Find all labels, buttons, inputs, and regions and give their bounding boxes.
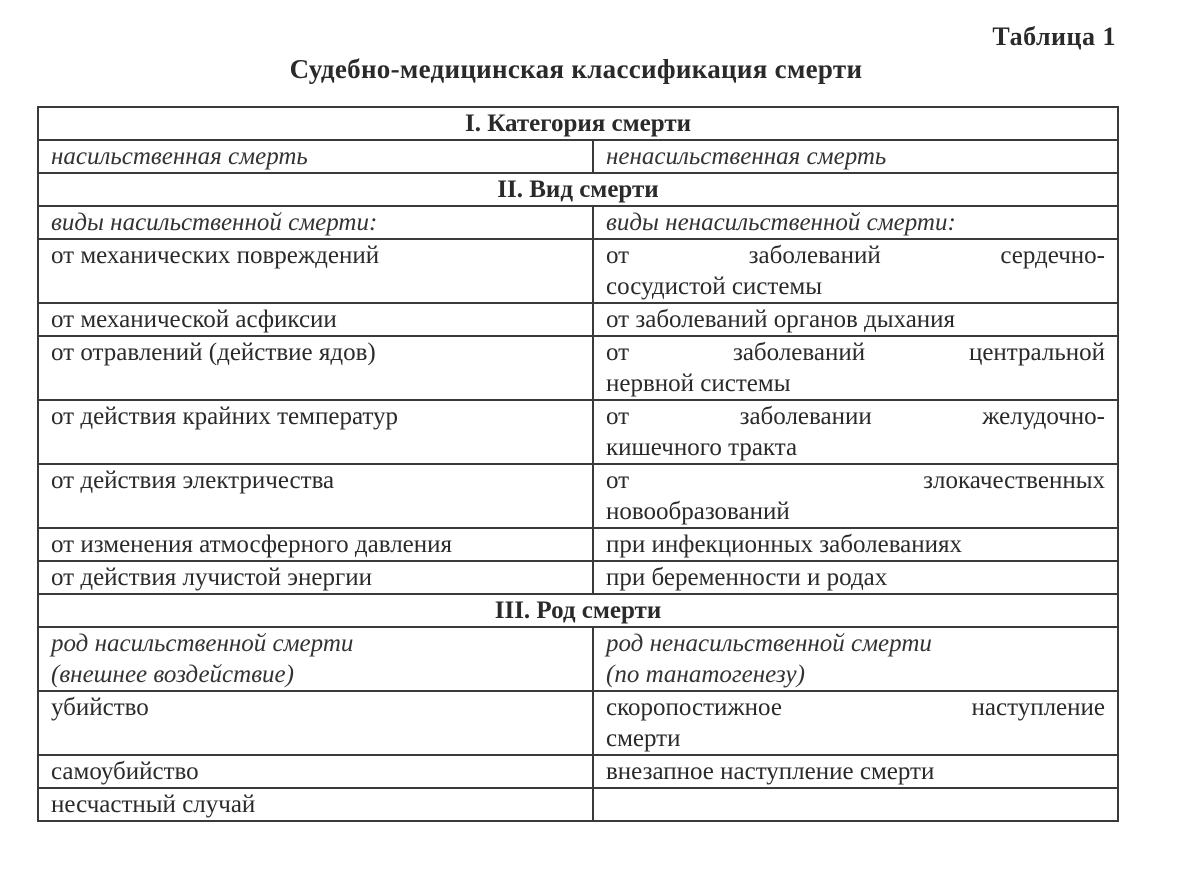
cell-line: нервной системы	[606, 370, 791, 397]
category-violent: насильственная смерть	[38, 140, 593, 173]
category-nonviolent: ненасильственная смерть	[593, 140, 1118, 173]
section-heading-row	[38, 107, 1118, 140]
cell-line: от заболеваний органов дыхания	[606, 306, 956, 333]
table-row	[38, 691, 1118, 755]
type-violent-cell: от отравлений (действие ядов)	[38, 336, 593, 400]
type-violent-cell: от механической асфиксии	[38, 303, 593, 336]
type-violent-cell: от действия крайних температур	[38, 400, 593, 464]
kind-violent-header	[38, 627, 593, 691]
table-row	[38, 140, 1118, 173]
section-heading-row	[38, 173, 1118, 206]
table-row	[38, 239, 1118, 303]
kind-nonviolent-header	[593, 627, 1118, 691]
cell-line: внезапное наступление смерти	[606, 758, 935, 785]
type-nonviolent-cell	[593, 561, 1118, 594]
table-row	[38, 755, 1118, 788]
type-nonviolent-header: виды ненасильственной смерти:	[593, 206, 1118, 239]
kind-violent-cell: убийство	[38, 691, 593, 755]
table-row	[38, 303, 1118, 336]
kind-nonviolent-cell	[593, 755, 1118, 788]
kind-violent-cell: несчастный случай	[38, 788, 593, 821]
table-row	[38, 464, 1118, 528]
section-heading-type: II. Вид смерти	[38, 173, 1118, 206]
kind-nonviolent-cell	[593, 788, 1118, 821]
cell-line: смерти	[606, 725, 681, 752]
cell-line: (по танатогенезу)	[606, 661, 805, 688]
type-nonviolent-cell	[593, 336, 1118, 400]
cell-line: от злокачественных	[606, 467, 1105, 494]
type-nonviolent-cell	[593, 400, 1118, 464]
type-violent-cell: от действия электричества	[38, 464, 593, 528]
cell-line: (внешнее воздействие)	[51, 661, 294, 688]
table-row	[38, 336, 1118, 400]
table-row	[38, 788, 1118, 821]
type-nonviolent-cell	[593, 303, 1118, 336]
cell-line: при беременности и родах	[606, 564, 888, 591]
kind-violent-cell: самоубийство	[38, 755, 593, 788]
table-row	[38, 627, 1118, 691]
cell-line: от заболеваний центральной	[606, 339, 1105, 366]
type-nonviolent-cell	[593, 239, 1118, 303]
type-nonviolent-cell	[593, 528, 1118, 561]
kind-nonviolent-cell	[593, 691, 1118, 755]
cell-line: при инфекционных заболеваниях	[606, 531, 963, 558]
type-violent-cell: от механических повреждений	[38, 239, 593, 303]
cell-line: кишечного тракта	[606, 434, 798, 461]
cell-line: род насильственной смерти	[51, 630, 354, 657]
section-heading-category: I. Категория смерти	[38, 107, 1118, 140]
type-violent-cell: от изменения атмосферного давления	[38, 528, 593, 561]
table-title: Судебно-медицинская классификация смерти	[289, 54, 863, 84]
cell-line: от заболевании желудочно-	[606, 403, 1105, 430]
section-heading-kind: III. Род смерти	[38, 594, 1118, 627]
table-row	[38, 400, 1118, 464]
table-row	[38, 528, 1118, 561]
section-heading-row	[38, 594, 1118, 627]
type-nonviolent-cell	[593, 464, 1118, 528]
type-violent-header: виды насильственной смерти:	[38, 206, 593, 239]
table-row	[38, 561, 1118, 594]
table-row	[38, 206, 1118, 239]
table-number: Таблица 1	[992, 22, 1116, 51]
type-violent-cell: от действия лучистой энергии	[38, 561, 593, 594]
cell-line: сосудистой системы	[606, 273, 823, 300]
cell-line: скоропостижное наступление	[606, 694, 1105, 721]
classification-table	[37, 106, 1119, 822]
cell-line: новообразований	[606, 498, 790, 525]
cell-line: род ненасильственной смерти	[606, 630, 932, 657]
cell-line: от заболеваний сердечно-	[606, 242, 1105, 269]
